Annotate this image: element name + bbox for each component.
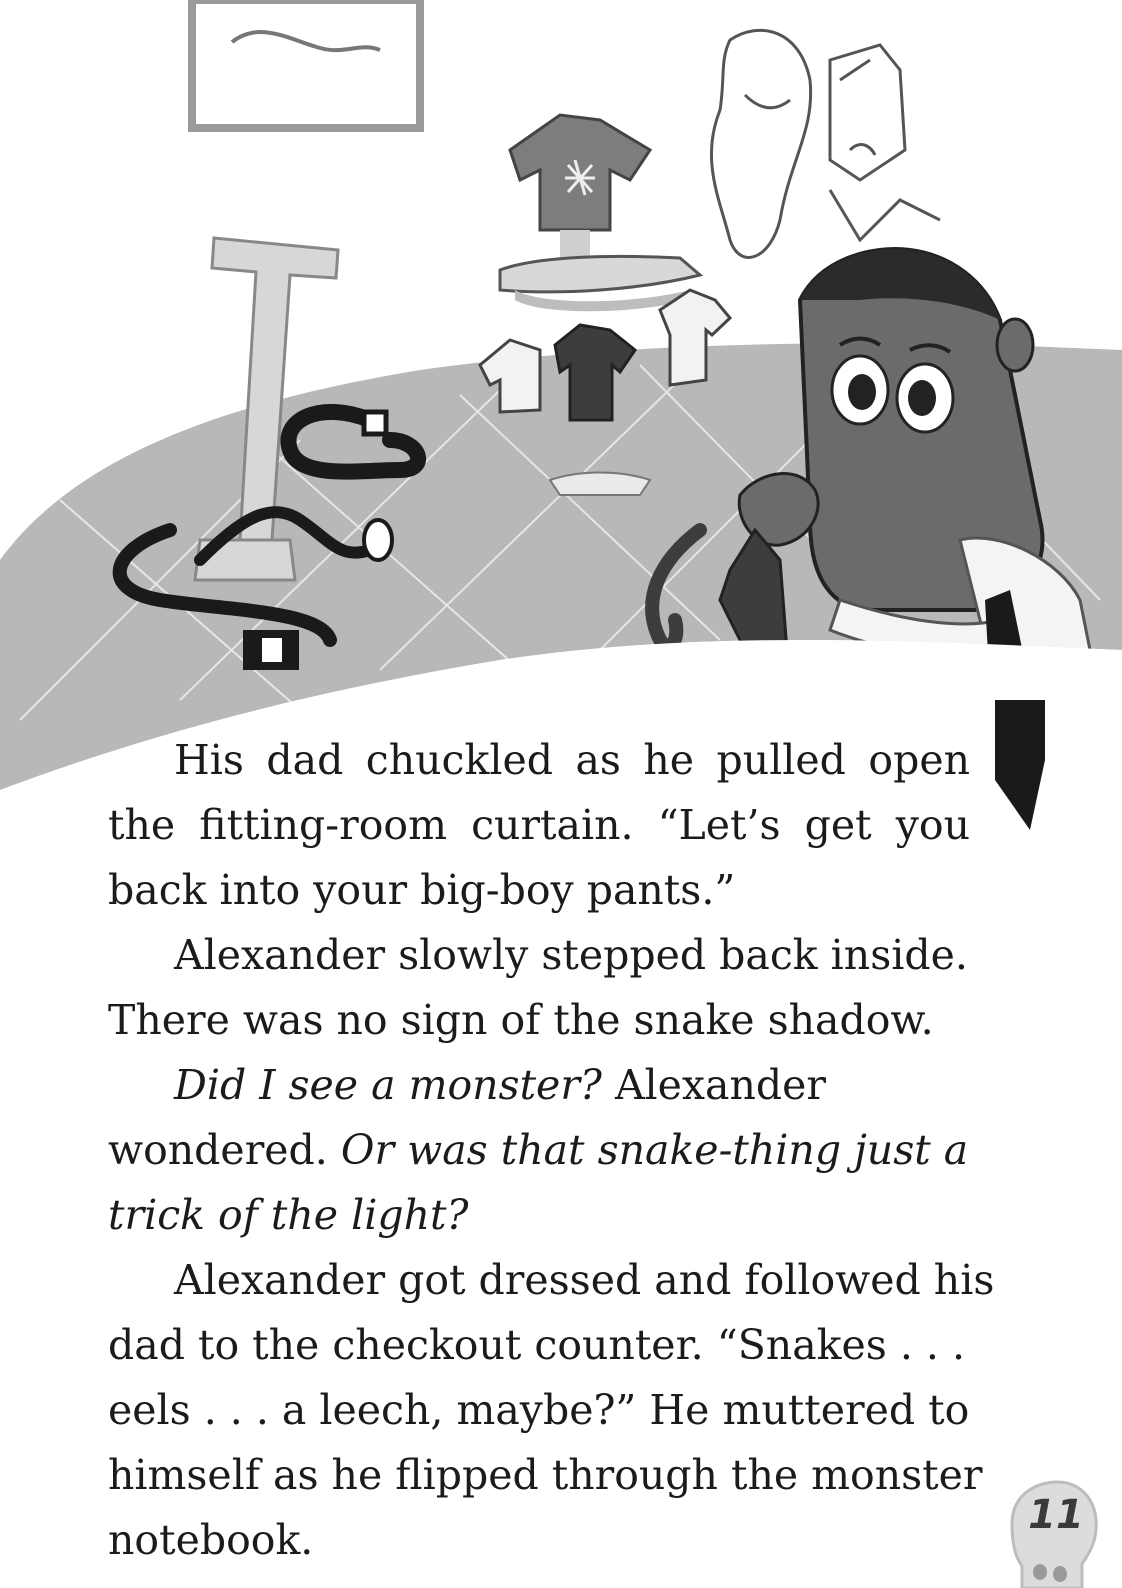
paragraph-4: Alexander got dressed and followed his dad to the checkout counter. “Snakes . . . eels . . . a leech, maybe?” He muttered to himself as he flipped through the monster notebook.: [108, 1256, 995, 1564]
paragraph-3-italic-2: Or was that snake-thing just a trick of the light?: [108, 1126, 969, 1239]
paragraph-3-plain: Alexander wondered.: [108, 1061, 827, 1174]
paragraph-1: His dad chuckled as he pulled open the fitting-room curtain. “Let’s get you back into your big-boy pants.”: [108, 736, 970, 914]
story-text: [108, 728, 1018, 1573]
parents-sketch: [711, 30, 940, 257]
paragraph-2: Alexander slowly stepped back inside. There was no sign of the snake shadow.: [108, 931, 968, 1044]
paragraph-3: [108, 1053, 1018, 1248]
wall-picture-frame: [192, 0, 420, 128]
page-number: 11: [1028, 1492, 1084, 1538]
paragraph-3-italic-1: Did I see a monster?: [174, 1061, 602, 1109]
